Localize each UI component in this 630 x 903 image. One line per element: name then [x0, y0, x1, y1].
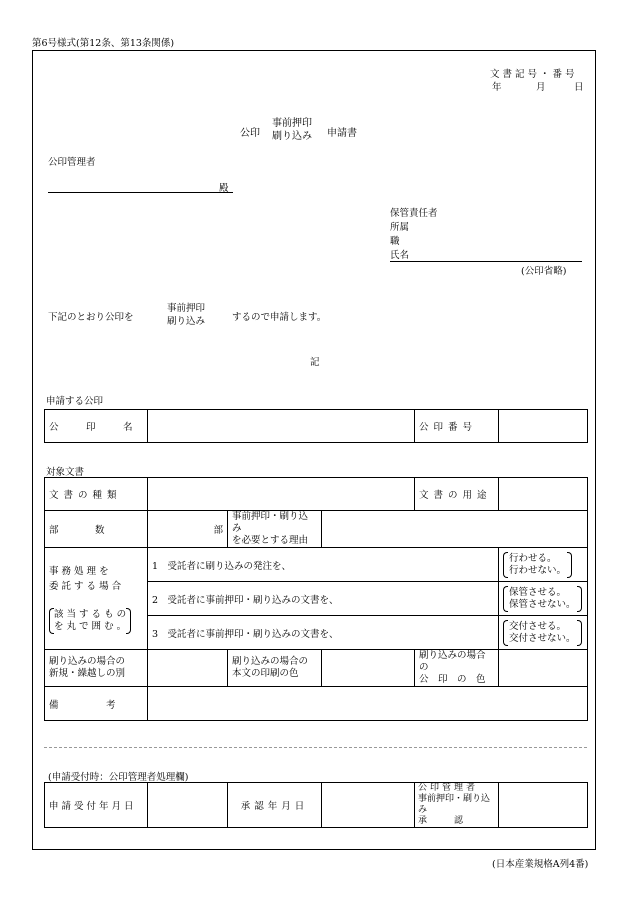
text-color-line2: 本文の印刷の色 — [232, 668, 299, 679]
cut-line — [44, 747, 587, 748]
applicant-block — [390, 207, 438, 263]
applicant-position: 職 — [390, 236, 400, 247]
date-day: 日 — [574, 82, 584, 93]
reason-label — [228, 511, 322, 548]
consign-row-2-bracket — [503, 586, 582, 612]
addressee-line — [48, 192, 233, 193]
ki-label: 記 — [310, 357, 320, 368]
request-options — [167, 302, 205, 328]
consign-label — [45, 548, 148, 650]
doc-use-label: 文書の用途 — [415, 478, 499, 511]
copies-unit: 部 — [213, 525, 223, 536]
request-option-preprint: 事前押印 — [167, 303, 206, 314]
approve-date-field[interactable] — [322, 783, 415, 828]
applicant-affiliation: 所属 — [390, 222, 410, 233]
title-options — [272, 117, 312, 143]
seal-color-line1: 刷り込みの場合の — [419, 650, 486, 673]
title-seal: 公印 — [240, 128, 260, 139]
admin-approval-line2: 事前押印・刷り込み — [418, 794, 491, 815]
admin-approval-line3: 承 認 — [418, 816, 464, 826]
consign-row-3-bracket — [503, 620, 582, 646]
request-pre: 下記のとおり公印を — [48, 312, 134, 323]
consign-row-1-options[interactable] — [499, 548, 588, 582]
copies-field[interactable] — [148, 511, 228, 548]
consign-row-1-opt1[interactable]: 行わせる。 — [509, 552, 557, 564]
doc-number-label: 文書記号・番号 — [490, 69, 578, 80]
receipt-table — [44, 782, 588, 828]
consign-row-2-options[interactable] — [499, 582, 588, 616]
doc-use-field[interactable] — [499, 478, 588, 511]
consign-row-3-opt2[interactable]: 交付させない。 — [509, 632, 576, 644]
seal-table — [44, 409, 588, 443]
addressee-label: 公印管理者 — [48, 157, 96, 168]
consign-note-line1: 該 当 す る も の — [54, 608, 127, 620]
new-carry-label — [45, 650, 148, 687]
addressee-honorific: 殿 — [219, 183, 229, 194]
new-carry-line2: 新規・繰越しの別 — [49, 668, 126, 679]
consign-row-2-opt1[interactable]: 保管させる。 — [509, 586, 567, 598]
remarks-label: 備 考 — [45, 687, 148, 721]
seal-name-label: 公 印 名 — [45, 410, 148, 443]
seal-section-label: 申請する公印 — [46, 396, 104, 407]
reason-field[interactable] — [322, 511, 588, 548]
seal-color-line2: 公 印 の 色 — [419, 674, 486, 685]
request-post: するので申請します。 — [232, 312, 327, 323]
receipt-date-field[interactable] — [148, 783, 228, 828]
seal-color-field[interactable] — [499, 650, 588, 687]
applicant-name: 氏名 — [390, 250, 410, 261]
applicant-seal-omitted: (公印省略) — [521, 266, 567, 277]
new-carry-field[interactable] — [148, 650, 228, 687]
seal-number-label: 公印番号 — [415, 410, 499, 443]
paper-size-note: (日本産業規格A列4番) — [492, 859, 589, 870]
seal-color-label — [415, 650, 499, 687]
copies-label: 部 数 — [45, 511, 148, 548]
receipt-date-label: 申請受付年月日 — [45, 783, 148, 828]
remarks-field[interactable] — [148, 687, 588, 721]
date-month: 月 — [536, 82, 546, 93]
text-color-line1: 刷り込みの場合の — [232, 656, 309, 667]
seal-number-field[interactable] — [499, 410, 588, 443]
applicant-custodian: 保管責任者 — [390, 208, 438, 219]
title-option-printing: 刷り込み — [272, 131, 312, 142]
consign-row-3-text: 3 受託者に事前押印・刷り込みの文書を、 — [148, 616, 499, 650]
receipt-label: (申請受付時：公印管理者処理欄) — [48, 772, 189, 783]
consign-line2: 委 託 す る 場 合 — [49, 580, 122, 592]
date-year: 年 — [492, 82, 502, 93]
doc-type-label: 文書の種類 — [45, 478, 148, 511]
consign-row-3-options[interactable] — [499, 616, 588, 650]
consign-row-1-bracket — [503, 552, 572, 578]
applicant-line — [390, 261, 582, 262]
title-application: 申請書 — [327, 128, 357, 139]
target-table — [44, 477, 588, 721]
reason-label-line1: 事前押印・刷り込み — [232, 511, 309, 534]
consign-note — [49, 608, 131, 634]
consign-row-2-opt2[interactable]: 保管させない。 — [509, 598, 576, 610]
admin-approval-label — [415, 783, 499, 828]
form-number: 第6号様式(第12条、第13条関係) — [32, 38, 175, 49]
consign-note-line2: を 丸 で 囲 む 。 — [54, 620, 127, 632]
consign-row-1-text: 1 受託者に刷り込みの発注を、 — [148, 548, 499, 582]
target-section-label: 対象文書 — [46, 467, 85, 478]
admin-approval-field[interactable] — [499, 783, 588, 828]
doc-type-field[interactable] — [148, 478, 415, 511]
title-option-preprint: 事前押印 — [272, 118, 312, 129]
reason-label-line2: を必要とする理由 — [232, 535, 309, 546]
consign-row-1-opt2[interactable]: 行わせない。 — [509, 564, 567, 576]
consign-line1: 事 務 処 理 を — [49, 565, 109, 577]
request-option-printing: 刷り込み — [167, 316, 206, 327]
text-color-field[interactable] — [322, 650, 415, 687]
new-carry-line1: 刷り込みの場合の — [49, 656, 126, 667]
form-frame — [32, 50, 596, 850]
consign-row-3-opt1[interactable]: 交付させる。 — [509, 620, 567, 632]
admin-approval-line1: 公印管理者 — [418, 783, 479, 793]
approve-date-label: 承認年月日 — [228, 783, 322, 828]
seal-name-field[interactable] — [148, 410, 415, 443]
consign-row-2-text: 2 受託者に事前押印・刷り込みの文書を、 — [148, 582, 499, 616]
text-color-label — [228, 650, 322, 687]
